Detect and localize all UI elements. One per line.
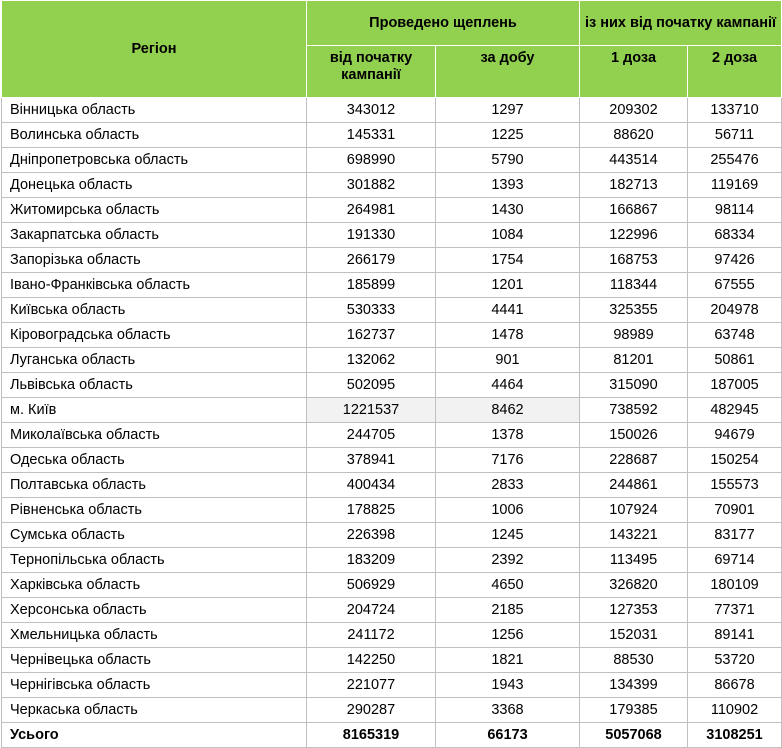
dose2-cell: 63748 — [688, 323, 782, 348]
table-row — [2, 348, 782, 373]
total-cell: 183209 — [307, 548, 436, 573]
totals-dose1: 5057068 — [580, 723, 688, 748]
totals-dose2: 3108251 — [688, 723, 782, 748]
region-cell: Запорізька область — [2, 248, 307, 273]
table-header — [2, 1, 782, 98]
dose1-cell: 315090 — [580, 373, 688, 398]
dose1-cell: 738592 — [580, 398, 688, 423]
day-cell: 5790 — [436, 148, 580, 173]
region-cell: Чернігівська область — [2, 673, 307, 698]
region-cell: Рівненська область — [2, 498, 307, 523]
total-cell: 145331 — [307, 123, 436, 148]
totals-day: 66173 — [436, 723, 580, 748]
table-row — [2, 148, 782, 173]
region-cell: Кіровоградська область — [2, 323, 307, 348]
header-since-start: від початку кампанії — [307, 46, 436, 98]
total-cell: 178825 — [307, 498, 436, 523]
dose1-cell: 88530 — [580, 648, 688, 673]
total-cell: 142250 — [307, 648, 436, 673]
day-cell: 1245 — [436, 523, 580, 548]
total-cell: 162737 — [307, 323, 436, 348]
totals-total: 8165319 — [307, 723, 436, 748]
region-cell: Херсонська область — [2, 598, 307, 623]
dose1-cell: 244861 — [580, 473, 688, 498]
total-cell: 698990 — [307, 148, 436, 173]
region-cell: Чернівецька область — [2, 648, 307, 673]
region-cell: м. Київ — [2, 398, 307, 423]
dose2-cell: 68334 — [688, 223, 782, 248]
dose1-cell: 127353 — [580, 598, 688, 623]
dose2-cell: 94679 — [688, 423, 782, 448]
dose1-cell: 182713 — [580, 173, 688, 198]
dose1-cell: 118344 — [580, 273, 688, 298]
table-row — [2, 373, 782, 398]
region-cell: Миколаївська область — [2, 423, 307, 448]
table-row — [2, 123, 782, 148]
total-cell: 266179 — [307, 248, 436, 273]
total-cell: 506929 — [307, 573, 436, 598]
header-vaccinated: Проведено щеплень — [307, 1, 580, 46]
dose1-cell: 326820 — [580, 573, 688, 598]
totals-label: Усього — [2, 723, 307, 748]
day-cell: 2392 — [436, 548, 580, 573]
header-region: Регіон — [2, 1, 307, 98]
dose2-cell: 86678 — [688, 673, 782, 698]
dose2-cell: 119169 — [688, 173, 782, 198]
dose1-cell: 150026 — [580, 423, 688, 448]
table-row — [2, 698, 782, 723]
total-cell: 241172 — [307, 623, 436, 648]
total-cell: 290287 — [307, 698, 436, 723]
day-cell: 1378 — [436, 423, 580, 448]
region-cell: Житомирська область — [2, 198, 307, 223]
day-cell: 1393 — [436, 173, 580, 198]
dose2-cell: 53720 — [688, 648, 782, 673]
header-per-day: за добу — [436, 46, 580, 98]
day-cell: 1754 — [436, 248, 580, 273]
dose1-cell: 88620 — [580, 123, 688, 148]
table-row — [2, 598, 782, 623]
total-cell: 530333 — [307, 298, 436, 323]
dose2-cell: 155573 — [688, 473, 782, 498]
dose2-cell: 180109 — [688, 573, 782, 598]
table-row — [2, 173, 782, 198]
dose2-cell: 110902 — [688, 698, 782, 723]
table-row — [2, 523, 782, 548]
total-cell: 400434 — [307, 473, 436, 498]
day-cell: 1256 — [436, 623, 580, 648]
day-cell: 1084 — [436, 223, 580, 248]
total-cell: 221077 — [307, 673, 436, 698]
day-cell: 1225 — [436, 123, 580, 148]
table-row — [2, 198, 782, 223]
table-row — [2, 298, 782, 323]
table-row — [2, 98, 782, 123]
header-dose1: 1 доза — [580, 46, 688, 98]
day-cell: 2185 — [436, 598, 580, 623]
day-cell: 1478 — [436, 323, 580, 348]
dose1-cell: 179385 — [580, 698, 688, 723]
region-cell: Харківська область — [2, 573, 307, 598]
dose2-cell: 69714 — [688, 548, 782, 573]
dose1-cell: 143221 — [580, 523, 688, 548]
table-row — [2, 423, 782, 448]
dose1-cell: 122996 — [580, 223, 688, 248]
total-cell: 301882 — [307, 173, 436, 198]
day-cell: 4441 — [436, 298, 580, 323]
dose1-cell: 81201 — [580, 348, 688, 373]
dose2-cell: 89141 — [688, 623, 782, 648]
header-dose2: 2 доза — [688, 46, 782, 98]
dose2-cell: 56711 — [688, 123, 782, 148]
dose2-cell: 133710 — [688, 98, 782, 123]
dose2-cell: 150254 — [688, 448, 782, 473]
day-cell: 4464 — [436, 373, 580, 398]
day-cell: 901 — [436, 348, 580, 373]
day-cell: 7176 — [436, 448, 580, 473]
total-cell: 244705 — [307, 423, 436, 448]
day-cell: 4650 — [436, 573, 580, 598]
total-cell: 132062 — [307, 348, 436, 373]
vaccination-table — [1, 0, 782, 748]
total-cell: 191330 — [307, 223, 436, 248]
table-row — [2, 648, 782, 673]
table-body — [2, 98, 782, 748]
table-row — [2, 448, 782, 473]
region-cell: Дніпропетровська область — [2, 148, 307, 173]
dose1-cell: 325355 — [580, 298, 688, 323]
dose1-cell: 134399 — [580, 673, 688, 698]
table-row — [2, 473, 782, 498]
dose2-cell: 70901 — [688, 498, 782, 523]
region-cell: Луганська область — [2, 348, 307, 373]
dose2-cell: 482945 — [688, 398, 782, 423]
table-row — [2, 223, 782, 248]
day-cell: 3368 — [436, 698, 580, 723]
total-cell: 1221537 — [307, 398, 436, 423]
dose2-cell: 50861 — [688, 348, 782, 373]
region-cell: Львівська область — [2, 373, 307, 398]
total-cell: 502095 — [307, 373, 436, 398]
dose2-cell: 187005 — [688, 373, 782, 398]
dose2-cell: 204978 — [688, 298, 782, 323]
table-row — [2, 548, 782, 573]
dose2-cell: 83177 — [688, 523, 782, 548]
region-cell: Тернопільська область — [2, 548, 307, 573]
dose1-cell: 113495 — [580, 548, 688, 573]
region-cell: Хмельницька область — [2, 623, 307, 648]
region-cell: Донецька область — [2, 173, 307, 198]
dose1-cell: 98989 — [580, 323, 688, 348]
total-cell: 204724 — [307, 598, 436, 623]
day-cell: 1201 — [436, 273, 580, 298]
day-cell: 1943 — [436, 673, 580, 698]
table-row — [2, 398, 782, 423]
dose2-cell: 67555 — [688, 273, 782, 298]
region-cell: Полтавська область — [2, 473, 307, 498]
day-cell: 1006 — [436, 498, 580, 523]
region-cell: Черкаська область — [2, 698, 307, 723]
region-cell: Волинська область — [2, 123, 307, 148]
dose2-cell: 97426 — [688, 248, 782, 273]
dose1-cell: 168753 — [580, 248, 688, 273]
region-cell: Сумська область — [2, 523, 307, 548]
table-row — [2, 498, 782, 523]
table-row — [2, 573, 782, 598]
total-cell: 378941 — [307, 448, 436, 473]
table-row — [2, 673, 782, 698]
totals-row — [2, 723, 782, 748]
day-cell: 1821 — [436, 648, 580, 673]
table-row — [2, 248, 782, 273]
table-row — [2, 323, 782, 348]
total-cell: 343012 — [307, 98, 436, 123]
dose1-cell: 228687 — [580, 448, 688, 473]
dose2-cell: 255476 — [688, 148, 782, 173]
region-cell: Вінницька область — [2, 98, 307, 123]
region-cell: Івано-Франківська область — [2, 273, 307, 298]
table-row — [2, 273, 782, 298]
total-cell: 226398 — [307, 523, 436, 548]
region-cell: Закарпатська область — [2, 223, 307, 248]
day-cell: 1430 — [436, 198, 580, 223]
region-cell: Київська область — [2, 298, 307, 323]
dose1-cell: 107924 — [580, 498, 688, 523]
dose2-cell: 98114 — [688, 198, 782, 223]
dose1-cell: 443514 — [580, 148, 688, 173]
dose2-cell: 77371 — [688, 598, 782, 623]
table-row — [2, 623, 782, 648]
dose1-cell: 152031 — [580, 623, 688, 648]
dose1-cell: 166867 — [580, 198, 688, 223]
header-of-them: із них від початку кампанії — [580, 1, 782, 46]
day-cell: 2833 — [436, 473, 580, 498]
day-cell: 1297 — [436, 98, 580, 123]
dose1-cell: 209302 — [580, 98, 688, 123]
total-cell: 185899 — [307, 273, 436, 298]
day-cell: 8462 — [436, 398, 580, 423]
region-cell: Одеська область — [2, 448, 307, 473]
total-cell: 264981 — [307, 198, 436, 223]
